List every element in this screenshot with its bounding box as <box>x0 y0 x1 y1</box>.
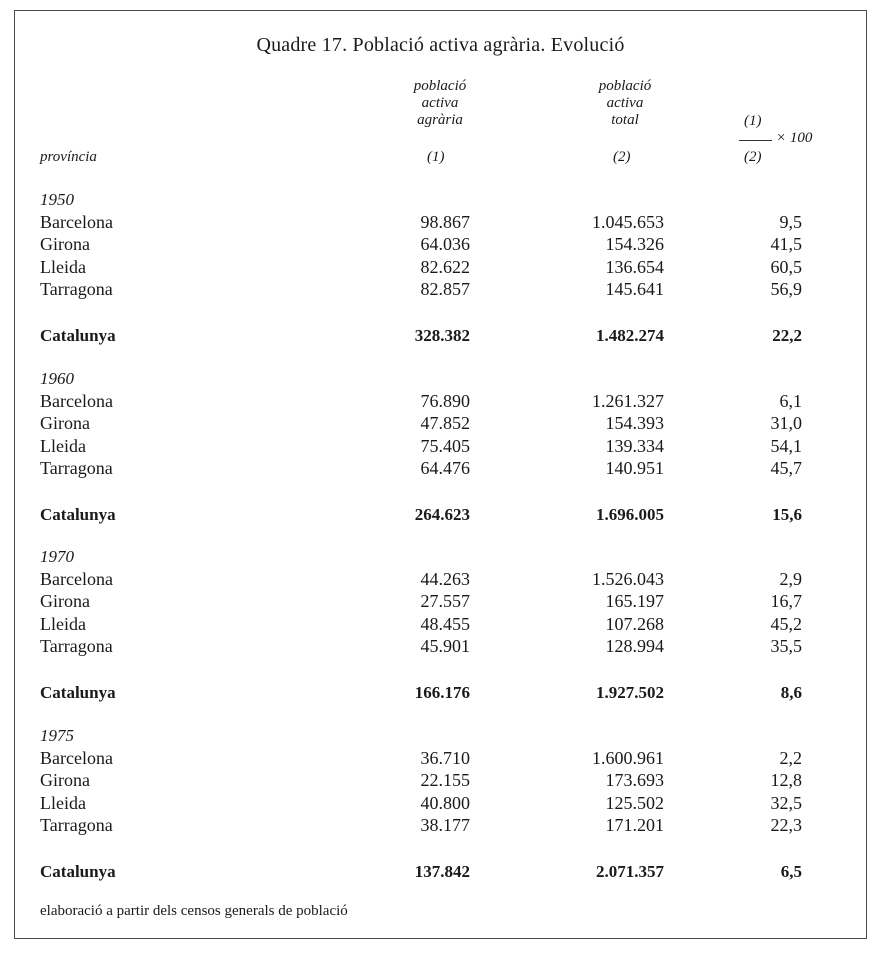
province-name: Barcelona <box>40 391 113 411</box>
active-agrarian-value: 48.455 <box>420 613 470 634</box>
col1-header-line: activa <box>421 95 459 111</box>
active-total-value: 125.502 <box>605 792 664 813</box>
total-name: Catalunya <box>40 505 116 524</box>
active-total-value: 145.641 <box>605 278 664 299</box>
table-row <box>0 815 881 837</box>
province-name: Tarragona <box>40 457 113 478</box>
province-name: Girona <box>40 413 90 434</box>
table-row <box>0 770 881 792</box>
total-percentage-value: 6,5 <box>780 862 802 881</box>
col1-header-line: agrària <box>417 112 463 128</box>
province-name: Tarragona <box>40 278 113 299</box>
active-total-value: 1.045.653 <box>592 212 664 232</box>
province-name: Tarragona <box>40 635 113 656</box>
active-agrarian-value: 38.177 <box>420 814 470 835</box>
percentage-value: 41,5 <box>770 234 802 255</box>
table-row <box>0 636 881 658</box>
year-label: 1960 <box>40 369 74 388</box>
percentage-value: 60,5 <box>770 256 802 277</box>
total-agrarian-value: 166.176 <box>414 683 470 702</box>
active-total-value: 107.268 <box>605 613 664 634</box>
province-name: Barcelona <box>40 569 113 589</box>
province-name: Lleida <box>40 435 86 456</box>
active-agrarian-value: 27.557 <box>420 591 470 612</box>
active-agrarian-value: 36.710 <box>420 748 470 768</box>
active-total-value: 171.201 <box>605 814 664 835</box>
table-row <box>0 614 881 636</box>
total-row <box>0 505 881 527</box>
table-row <box>0 279 881 301</box>
percentage-value: 9,5 <box>779 212 802 232</box>
col1-number: (1) <box>427 149 445 165</box>
active-agrarian-value: 64.476 <box>420 457 470 478</box>
table-row <box>0 436 881 458</box>
active-total-value: 154.393 <box>605 413 664 434</box>
table-row <box>0 413 881 435</box>
active-agrarian-value: 98.867 <box>420 212 470 232</box>
active-agrarian-value: 82.857 <box>420 278 470 299</box>
percentage-value: 32,5 <box>770 792 802 813</box>
active-total-value: 1.600.961 <box>592 748 664 768</box>
percentage-value: 22,3 <box>770 814 802 835</box>
active-total-value: 136.654 <box>605 256 664 277</box>
active-agrarian-value: 45.901 <box>420 635 470 656</box>
col2-header-line: activa <box>606 95 644 111</box>
table-row <box>0 591 881 613</box>
col1-header <box>380 78 500 129</box>
col2-header-line: total <box>611 112 639 128</box>
active-total-value: 128.994 <box>605 635 664 656</box>
total-row <box>0 862 881 884</box>
col2-number: (2) <box>613 149 631 165</box>
total-name: Catalunya <box>40 326 116 345</box>
active-total-value: 139.334 <box>605 435 664 456</box>
active-total-value: 1.526.043 <box>592 569 664 589</box>
provincia-header: província <box>40 149 97 165</box>
total-name: Catalunya <box>40 683 116 702</box>
province-name: Lleida <box>40 613 86 634</box>
active-total-value: 165.197 <box>605 591 664 612</box>
total-name: Catalunya <box>40 862 116 881</box>
percentage-value: 45,2 <box>770 613 802 634</box>
table-title: Quadre 17. Població activa agrària. Evolució <box>256 34 625 56</box>
province-name: Lleida <box>40 256 86 277</box>
col2-header <box>565 78 685 129</box>
total-percentage-value: 22,2 <box>772 326 802 345</box>
province-name: Girona <box>40 591 90 612</box>
percentage-value: 16,7 <box>770 591 802 612</box>
province-name: Girona <box>40 770 90 791</box>
table-row <box>0 793 881 815</box>
table-row <box>0 391 881 413</box>
active-agrarian-value: 64.036 <box>420 234 470 255</box>
fraction-bar <box>739 140 772 141</box>
table-row <box>0 458 881 480</box>
total-agrarian-value: 137.842 <box>414 862 470 881</box>
province-name: Tarragona <box>40 814 113 835</box>
total-agrarian-value: 328.382 <box>414 326 470 345</box>
total-active-value: 1.482.274 <box>596 326 664 345</box>
percentage-value: 45,7 <box>770 457 802 478</box>
table-row <box>0 748 881 770</box>
percentage-value: 6,1 <box>779 391 802 411</box>
province-name: Lleida <box>40 792 86 813</box>
table-row <box>0 569 881 591</box>
percentage-value: 2,2 <box>779 748 802 768</box>
percentage-value: 12,8 <box>770 770 802 791</box>
percentage-value: 31,0 <box>770 413 802 434</box>
percentage-value: 35,5 <box>770 635 802 656</box>
active-agrarian-value: 75.405 <box>420 435 470 456</box>
source-note: elaboració a partir dels censos generals de població <box>40 903 348 919</box>
total-active-value: 1.696.005 <box>596 505 664 524</box>
percentage-value: 56,9 <box>770 278 802 299</box>
province-name: Barcelona <box>40 212 113 232</box>
formula-numerator: (1) <box>744 113 762 129</box>
total-row <box>0 326 881 348</box>
province-name: Girona <box>40 234 90 255</box>
active-agrarian-value: 22.155 <box>420 770 470 791</box>
total-percentage-value: 15,6 <box>772 505 802 524</box>
table-row <box>0 234 881 256</box>
year-label: 1975 <box>40 726 74 745</box>
active-total-value: 154.326 <box>605 234 664 255</box>
active-agrarian-value: 82.622 <box>420 256 470 277</box>
total-active-value: 2.071.357 <box>596 862 664 881</box>
year-label: 1970 <box>40 547 74 566</box>
total-percentage-value: 8,6 <box>780 683 802 702</box>
percentage-value: 54,1 <box>770 435 802 456</box>
table-row <box>0 257 881 279</box>
active-agrarian-value: 47.852 <box>420 413 470 434</box>
province-name: Barcelona <box>40 748 113 768</box>
total-active-value: 1.927.502 <box>596 683 664 702</box>
col1-header-line: població <box>413 78 467 94</box>
active-total-value: 173.693 <box>605 770 664 791</box>
formula-denominator: (2) <box>744 149 762 165</box>
formula-times: × 100 <box>776 130 813 146</box>
active-total-value: 140.951 <box>605 457 664 478</box>
active-total-value: 1.261.327 <box>592 391 664 411</box>
total-agrarian-value: 264.623 <box>414 505 470 524</box>
total-row <box>0 683 881 705</box>
percentage-value: 2,9 <box>779 569 802 589</box>
table-row <box>0 212 881 234</box>
active-agrarian-value: 40.800 <box>420 792 470 813</box>
active-agrarian-value: 44.263 <box>420 569 470 589</box>
year-label: 1950 <box>40 190 74 209</box>
col2-header-line: població <box>598 78 652 94</box>
active-agrarian-value: 76.890 <box>420 391 470 411</box>
